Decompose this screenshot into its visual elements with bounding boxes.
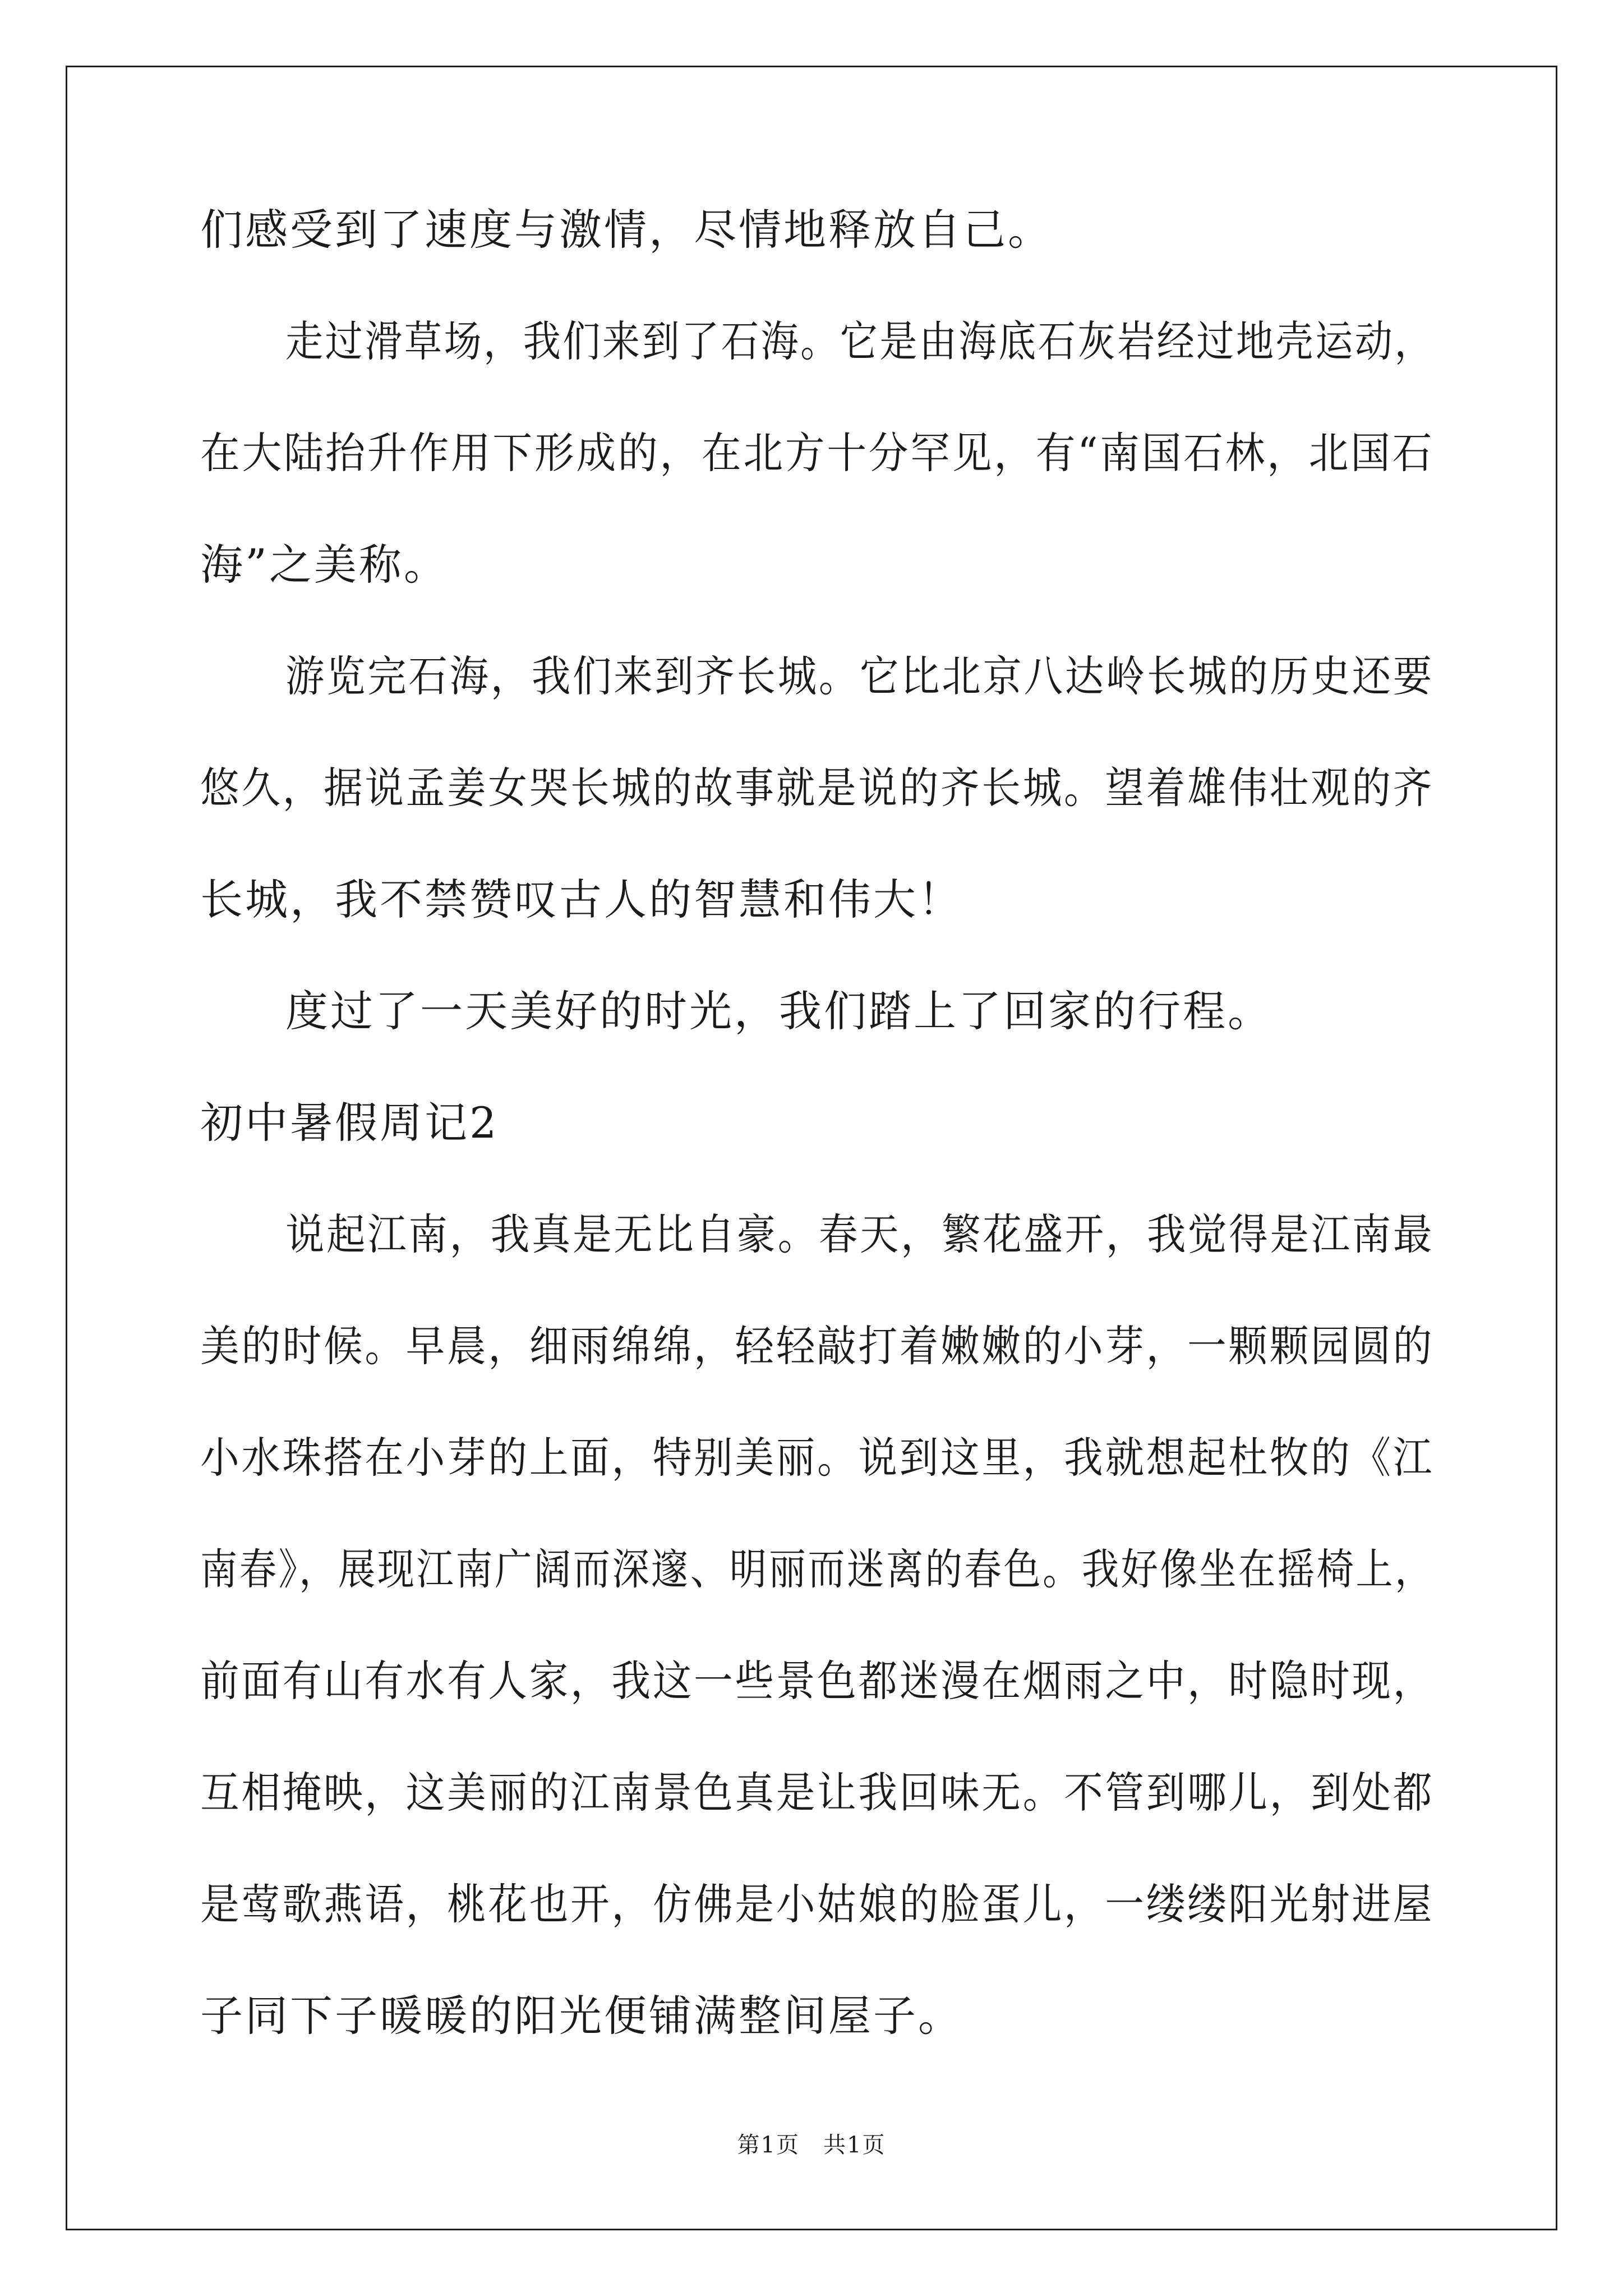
text-line: 长城，我不禁赞叹古人的智慧和伟大！: [200, 875, 963, 924]
text-line: 美的时候。早晨，细雨绵绵，轻轻敲打着嫩嫩的小芽，一颗颗园圆的: [200, 1321, 1435, 1371]
text-line: 前面有山有水有人家，我这一些景色都迷漫在烟雨之中，时隐时现，: [200, 1656, 1435, 1706]
text-line: 是莺歌燕语，桃花也开，仿佛是小姑娘的脸蛋儿，一缕缕阳光射进屋: [200, 1879, 1435, 1929]
text-line: 南春》，展现江南广阔而深邃、明丽而迷离的春色。我好像坐在摇椅上，: [200, 1544, 1434, 1594]
paragraph-start: 游览完石海，我们来到齐长城。它比北京八达岭长城的历史还要: [285, 651, 1435, 701]
text-line: 子同下子暖暖的阳光便铺满整间屋子。: [200, 1991, 963, 2041]
text-line: 小水珠搭在小芽的上面，特别美丽。说到这里，我就想起杜牧的《江: [200, 1433, 1435, 1483]
document-body: [200, 205, 1435, 2106]
paragraph-start: 说起江南，我真是无比自豪。春天，繁花盛开，我觉得是江南最: [285, 1209, 1435, 1259]
text-line: 在大陆抬升作用下形成的，在北方十分罕见，有“南国石林，北国石: [200, 428, 1435, 478]
text-line: 悠久，据说孟姜女哭长城的故事就是说的齐长城。望着雄伟壮观的齐: [200, 763, 1435, 813]
text-line: 互相掩映，这美丽的江南景色真是让我回味无。不管到哪儿，到处都: [200, 1768, 1435, 1818]
page-number: 第1页 共1页: [737, 2132, 886, 2158]
paragraph-start: 走过滑草场，我们来到了石海。它是由海底石灰岩经过地壳运动，: [285, 316, 1435, 366]
text-line: 们感受到了速度与激情，尽情地释放自己。: [200, 205, 1053, 255]
text-line: 海”之美称。: [200, 540, 449, 590]
section-heading: 初中暑假周记2: [200, 1098, 499, 1148]
paragraph-start: 度过了一天美好的时光，我们踏上了回家的行程。: [285, 986, 1272, 1036]
